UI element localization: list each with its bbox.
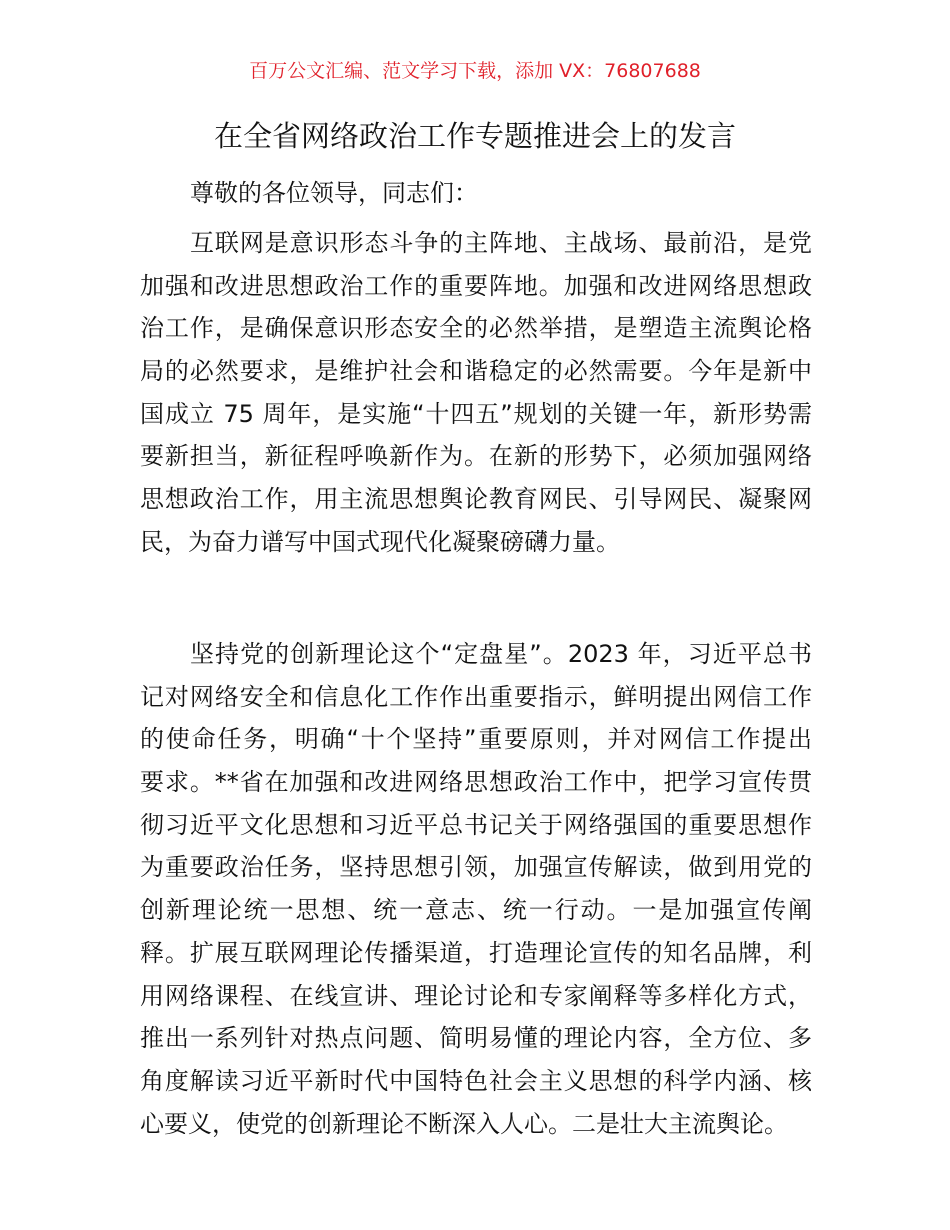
text-line: 记对网络安全和信息化工作作出重要指示，鲜明提出网信工作 — [140, 682, 812, 711]
text-line: 民，为奋力谱写中国式现代化凝聚磅礴力量。 — [140, 527, 620, 556]
text-line: 思想政治工作，用主流思想舆论教育网民、引导网民、凝聚网 — [140, 485, 812, 514]
text-line: 坚持党的创新理论这个“定盘星”。2023 年，习近平总书 — [190, 640, 812, 668]
text-line: 角度解读习近平新时代中国特色社会主义思想的科学内涵、核 — [140, 1066, 812, 1095]
document-title: 在全省网络政治工作专题推进会上的发言 — [213, 119, 736, 153]
watermark-header: 百万公文汇编、范文学习下载，添加 VX：76807688 — [249, 60, 701, 82]
greeting: 尊敬的各位领导，同志们： — [190, 179, 478, 207]
paragraph-1 — [140, 222, 812, 564]
text-line: 加强和改进思想政治工作的重要阵地。加强和改进网络思想政 — [140, 271, 812, 300]
text-line: 要新担当，新征程呼唤新作为。在新的形势下，必须加强网络 — [140, 442, 812, 471]
paragraph-2 — [140, 633, 812, 1145]
text-line: 治工作，是确保意识形态安全的必然举措，是塑造主流舆论格 — [140, 314, 812, 343]
text-line: 用网络课程、在线宣讲、理论讨论和专家阐释等多样化方式， — [140, 981, 812, 1010]
text-line: 创新理论统一思想、统一意志、统一行动。一是加强宣传阐 — [140, 896, 812, 925]
text-line: 要求。**省在加强和改进网络思想政治工作中，把学习宣传贯 — [140, 768, 812, 797]
text-line: 互联网是意识形态斗争的主阵地、主战场、最前沿，是党 — [190, 229, 812, 257]
text-line: 局的必然要求，是维护社会和谐稳定的必然需要。今年是新中 — [140, 357, 812, 386]
text-line: 为重要政治任务，坚持思想引领，加强宣传解读，做到用党的 — [140, 853, 812, 882]
text-line: 推出一系列针对热点问题、简明易懂的理论内容，全方位、多 — [140, 1024, 812, 1053]
text-line: 的使命任务，明确“十个坚持”重要原则，并对网信工作提出 — [140, 725, 812, 754]
text-line: 彻习近平文化思想和习近平总书记关于网络强国的重要思想作 — [140, 810, 812, 839]
text-line: 心要义，使党的创新理论不断深入人心。二是壮大主流舆论。 — [140, 1109, 788, 1138]
text-line: 国成立 75 周年，是实施“十四五”规划的关键一年，新形势需 — [140, 399, 812, 428]
text-line: 释。扩展互联网理论传播渠道，打造理论宣传的知名品牌，利 — [140, 938, 812, 967]
